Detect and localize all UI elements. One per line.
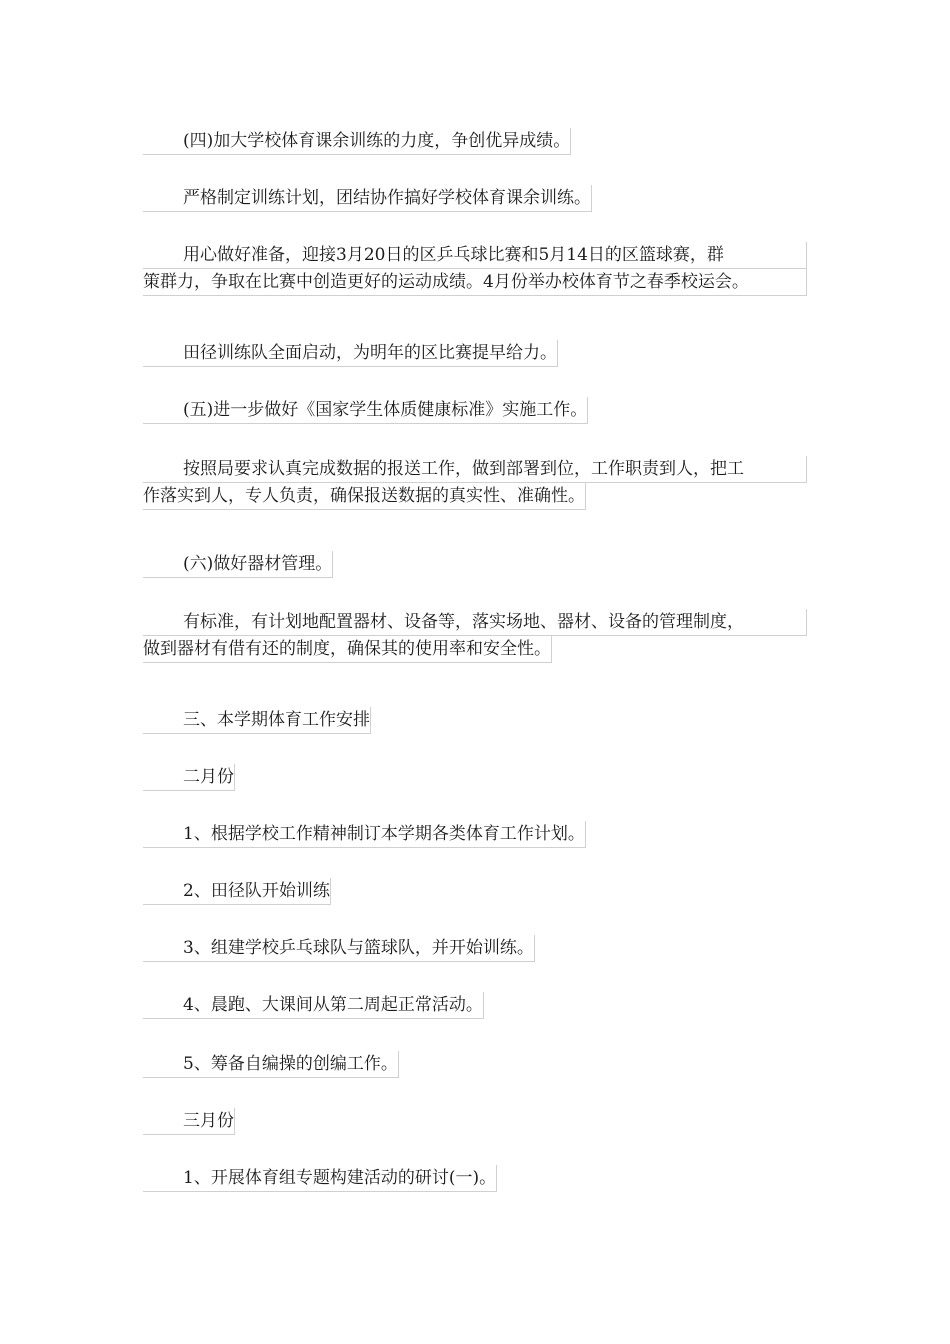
text-line: (五)进一步做好《国家学生体质健康标准》实施工作。 xyxy=(143,397,588,424)
section-heading xyxy=(143,707,371,734)
text-line: 按照局要求认真完成数据的报送工作，做到部署到位，工作职责到人，把工 xyxy=(143,456,807,483)
month-heading xyxy=(143,1108,235,1135)
text-line: 三、本学期体育工作安排 xyxy=(143,707,371,734)
text-line: 田径训练队全面启动，为明年的区比赛提早给力。 xyxy=(143,340,558,367)
text-line: 1、根据学校工作精神制订本学期各类体育工作计划。 xyxy=(143,821,586,848)
paragraph xyxy=(143,456,807,510)
text-line: 做到器材有借有还的制度，确保其的使用率和安全性。 xyxy=(143,636,552,663)
list-item xyxy=(143,821,586,848)
text-line: 策群力，争取在比赛中创造更好的运动成绩。4月份举办校体育节之春季校运会。 xyxy=(143,269,807,296)
paragraph xyxy=(143,242,807,296)
text-line: 4、晨跑、大课间从第二周起正常活动。 xyxy=(143,992,484,1019)
paragraph xyxy=(143,185,592,212)
text-line: 3、组建学校乒乓球队与篮球队，并开始训练。 xyxy=(143,935,535,962)
list-item xyxy=(143,992,484,1019)
text-line: 作落实到人，专人负责，确保报送数据的真实性、准确性。 xyxy=(143,483,586,510)
text-line: 有标准，有计划地配置器材、设备等，落实场地、器材、设备的管理制度， xyxy=(143,609,807,636)
paragraph xyxy=(143,340,558,367)
text-line: 二月份 xyxy=(143,764,235,791)
text-line: 2、田径队开始训练 xyxy=(143,878,331,905)
text-line: 三月份 xyxy=(143,1108,235,1135)
paragraph xyxy=(143,551,333,578)
month-heading xyxy=(143,764,235,791)
list-item xyxy=(143,1051,399,1078)
list-item xyxy=(143,1165,497,1192)
text-line: 严格制定训练计划，团结协作搞好学校体育课余训练。 xyxy=(143,185,592,212)
list-item xyxy=(143,878,331,905)
text-line: (四)加大学校体育课余训练的力度，争创优异成绩。 xyxy=(143,128,571,155)
text-line: 5、筹备自编操的创编工作。 xyxy=(143,1051,399,1078)
list-item xyxy=(143,935,535,962)
text-line: 1、开展体育组专题构建活动的研讨(一)。 xyxy=(143,1165,497,1192)
paragraph xyxy=(143,128,571,155)
paragraph xyxy=(143,609,807,663)
text-line: (六)做好器材管理。 xyxy=(143,551,333,578)
text-line: 用心做好准备，迎接3月20日的区乒乓球比赛和5月14日的区篮球赛，群 xyxy=(143,242,807,269)
paragraph xyxy=(143,397,588,424)
